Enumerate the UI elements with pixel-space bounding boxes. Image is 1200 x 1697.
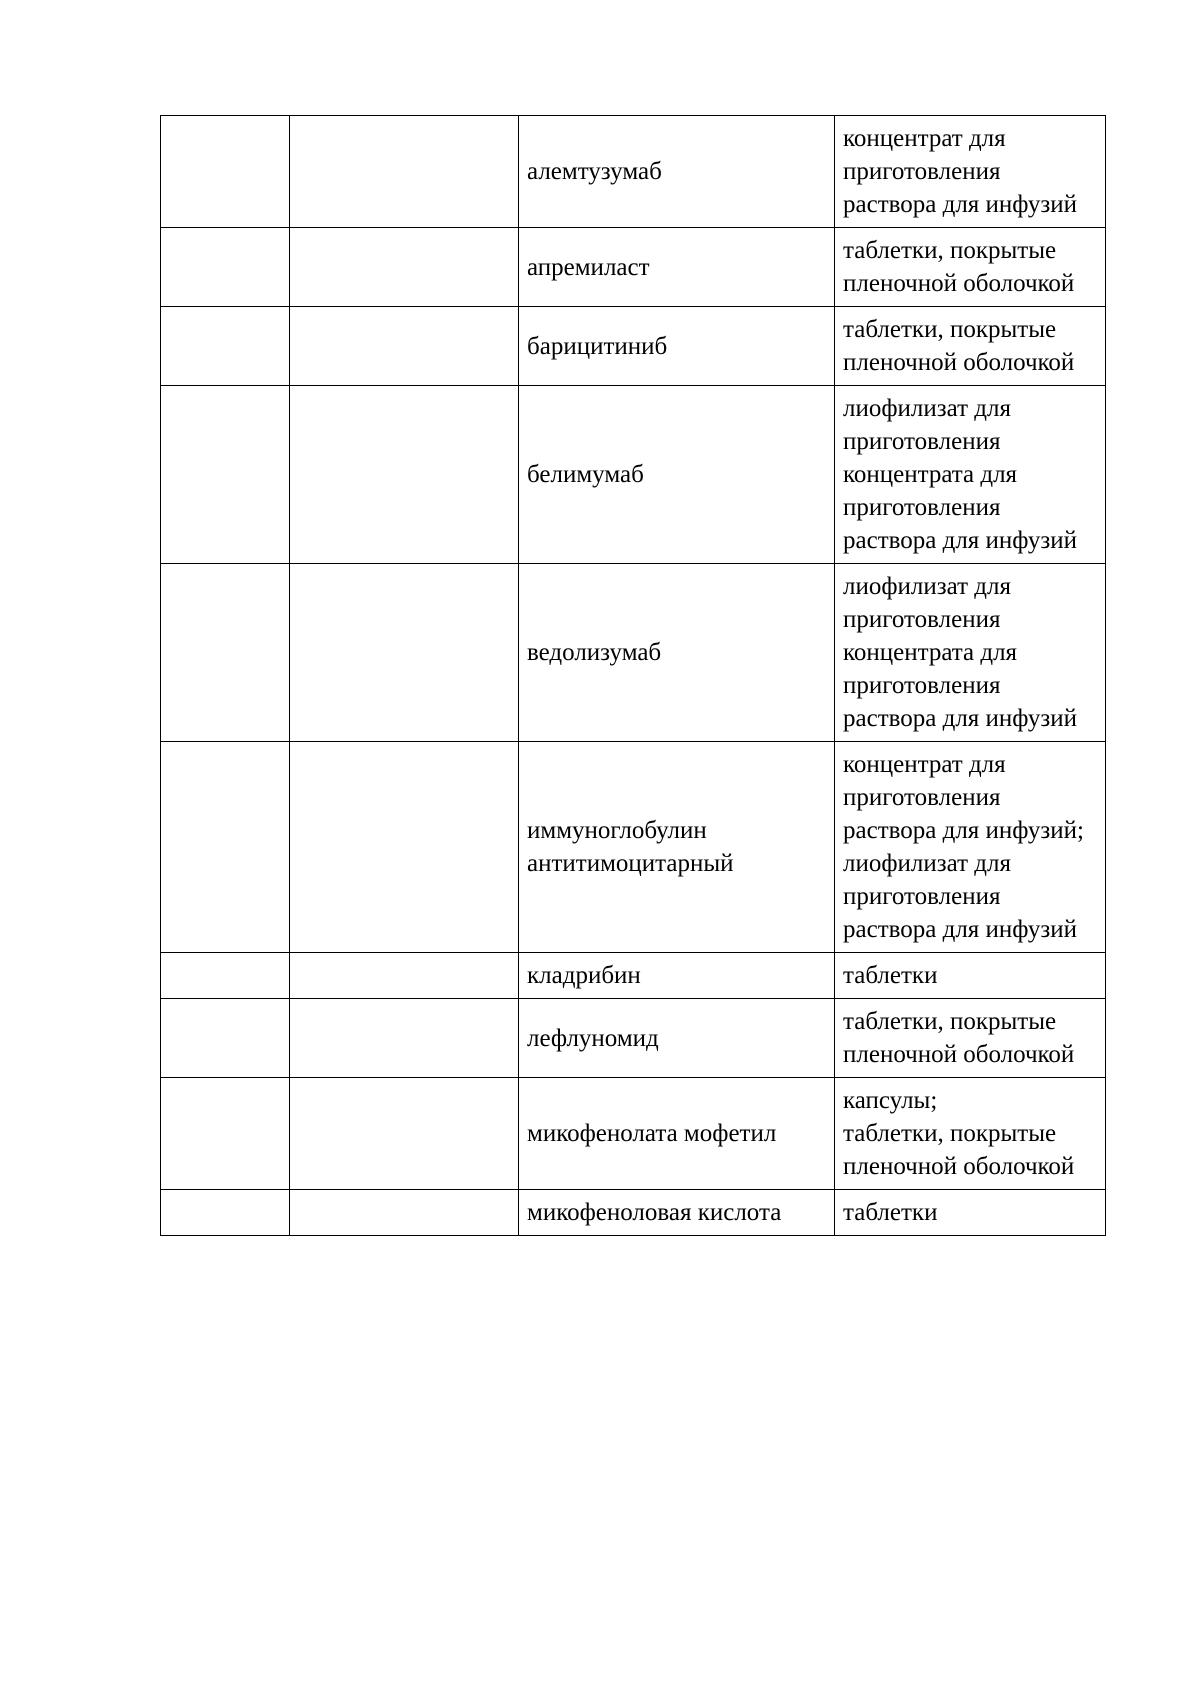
atc-code-cell <box>161 999 290 1078</box>
atc-code-cell <box>161 1190 290 1236</box>
dosage-form-cell <box>835 953 1106 999</box>
table-row <box>161 742 1106 953</box>
drug-name-cell: иммуноглобулин антитимоцитарный <box>519 742 835 953</box>
dosage-form-line: лиофилизат для приготовления концентрата для приготовления раствора для инфузий <box>843 573 1078 732</box>
table-row <box>161 1078 1106 1190</box>
table-row <box>161 116 1106 228</box>
atc-group-cell <box>290 228 519 307</box>
table-row <box>161 1190 1106 1236</box>
drug-name-cell: лефлуномид <box>519 999 835 1078</box>
dosage-form-line: таблетки, покрытые пленочной оболочкой <box>843 1120 1075 1180</box>
drug-name-cell: апремиласт <box>519 228 835 307</box>
atc-group-cell <box>290 1190 519 1236</box>
drug-name-cell: белимумаб <box>519 386 835 564</box>
dosage-form-cell <box>835 1078 1106 1190</box>
table-row <box>161 386 1106 564</box>
atc-code-cell <box>161 1078 290 1190</box>
dosage-form-line: лиофилизат для приготовления концентрата для приготовления раствора для инфузий <box>843 395 1078 554</box>
dosage-form-line: таблетки, покрытые пленочной оболочкой <box>843 316 1075 376</box>
dosage-form-line: таблетки, покрытые пленочной оболочкой <box>843 1008 1075 1068</box>
dosage-form-line: лиофилизат для приготовления раствора для инфузий <box>843 850 1078 943</box>
atc-group-cell <box>290 999 519 1078</box>
dosage-form-line: таблетки, покрытые пленочной оболочкой <box>843 237 1075 297</box>
atc-code-cell <box>161 116 290 228</box>
drug-name-cell: ведолизумаб <box>519 564 835 742</box>
dosage-form-cell <box>835 307 1106 386</box>
atc-code-cell <box>161 386 290 564</box>
dosage-form-cell <box>835 564 1106 742</box>
atc-code-cell <box>161 953 290 999</box>
drug-name-cell: барицитиниб <box>519 307 835 386</box>
atc-group-cell <box>290 307 519 386</box>
dosage-form-cell <box>835 742 1106 953</box>
drug-name-cell: алемтузумаб <box>519 116 835 228</box>
drug-table <box>160 115 1106 1236</box>
dosage-form-line: таблетки <box>843 1199 938 1226</box>
dosage-form-line: концентрат для приготовления раствора для инфузий <box>843 125 1078 218</box>
drug-name-cell: кладрибин <box>519 953 835 999</box>
atc-code-cell <box>161 228 290 307</box>
atc-group-cell <box>290 742 519 953</box>
table-row <box>161 953 1106 999</box>
atc-group-cell <box>290 564 519 742</box>
atc-group-cell <box>290 1078 519 1190</box>
table-row <box>161 999 1106 1078</box>
table-row <box>161 564 1106 742</box>
dosage-form-line: капсулы; <box>843 1087 938 1114</box>
dosage-form-cell <box>835 116 1106 228</box>
atc-code-cell <box>161 307 290 386</box>
drug-name-cell: микофеноловая кислота <box>519 1190 835 1236</box>
dosage-form-cell <box>835 999 1106 1078</box>
atc-group-cell <box>290 386 519 564</box>
dosage-form-cell <box>835 228 1106 307</box>
dosage-form-line: таблетки <box>843 962 938 989</box>
dosage-form-line: концентрат для приготовления раствора для инфузий; <box>843 751 1084 844</box>
atc-group-cell <box>290 116 519 228</box>
table-row <box>161 228 1106 307</box>
atc-code-cell <box>161 564 290 742</box>
table-body <box>161 116 1106 1236</box>
atc-code-cell <box>161 742 290 953</box>
table-row <box>161 307 1106 386</box>
dosage-form-cell <box>835 1190 1106 1236</box>
dosage-form-cell <box>835 386 1106 564</box>
drug-name-cell: микофенолата мофетил <box>519 1078 835 1190</box>
atc-group-cell <box>290 953 519 999</box>
